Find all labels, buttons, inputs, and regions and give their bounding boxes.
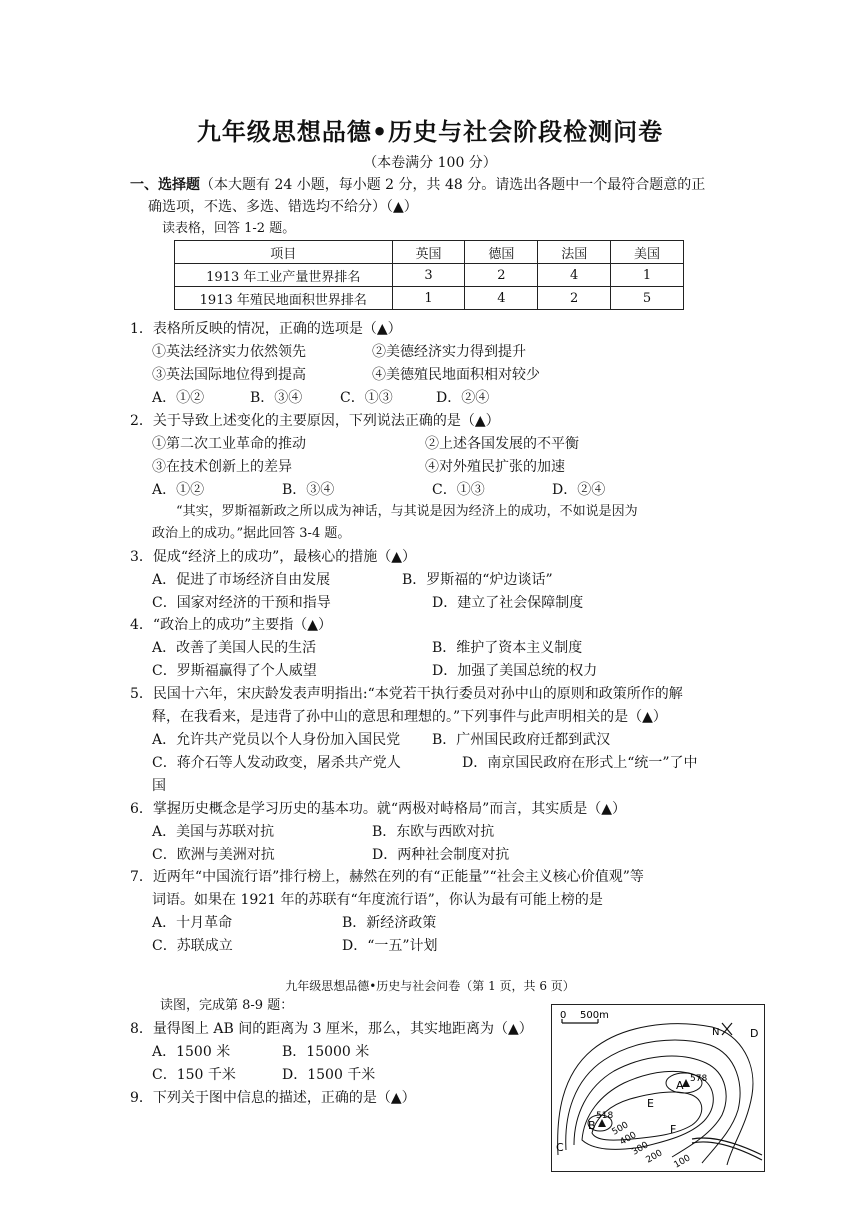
point-label-a: A <box>676 1079 684 1092</box>
q8-option-a: A．1500 米 <box>152 1044 231 1060</box>
ranking-table <box>174 240 684 310</box>
q5-option-c: C．蒋介石等人发动政变，屠杀共产党人 <box>152 755 401 771</box>
q4-option-b: B．维护了资本主义制度 <box>432 640 583 656</box>
q8-option-b: B．15000 米 <box>282 1044 370 1060</box>
table-cell: 4 <box>538 264 611 287</box>
q7-option-c: C．苏联成立 <box>152 938 233 954</box>
section-desc: （本大题有 24 小题，每小题 2 分，共 48 分。请选出各题中一个最符合题意的正 <box>200 177 706 193</box>
q3-stem: 3．促成“经济上的成功”，最核心的措施（▲） <box>130 549 416 565</box>
q6-stem: 6．掌握历史概念是学习历史的基本功。就“两极对峙格局”而言，其实质是（▲） <box>130 801 626 817</box>
q1-option-a: A．①② <box>152 390 205 406</box>
table-header-cell: 项目 <box>175 241 393 264</box>
q1-item-4: ④美德殖民地面积相对较少 <box>372 367 540 383</box>
q2-item-3: ③在技术创新上的差异 <box>152 459 292 475</box>
q7-stem-line-2: 词语。如果在 1921 年的苏联有“年度流行语”，你认为最有可能上榜的是 <box>152 892 603 908</box>
q4-option-c: C．罗斯福赢得了个人威望 <box>152 663 317 679</box>
q1-item-2: ②美德经济实力得到提升 <box>372 344 526 360</box>
q3-option-d: D．建立了社会保障制度 <box>432 595 584 611</box>
point-label-e: E <box>647 1097 654 1110</box>
q2-item-4: ④对外殖民扩张的加速 <box>425 459 565 475</box>
point-label-b: B <box>588 1119 596 1132</box>
q1-stem: 1．表格所反映的情况，正确的选项是（▲） <box>130 321 402 337</box>
q1-option-b: B．③④ <box>250 390 303 406</box>
map-intro: 读图，完成第 8-9 题： <box>160 998 294 1013</box>
q8-option-d: D．1500 千米 <box>282 1067 376 1083</box>
contour-label-200: 200 <box>644 1148 665 1166</box>
q2-option-d: D．②④ <box>552 482 606 498</box>
q4-option-a: A．改善了美国人民的生活 <box>152 640 317 656</box>
contour-label-400: 400 <box>618 1130 639 1148</box>
quote-line-2: 政治上的成功。”据此回答 3-4 题。 <box>152 526 351 541</box>
page-subtitle: （本卷满分 100 分） <box>363 155 497 171</box>
q4-stem: 4．“政治上的成功”主要指（▲） <box>130 617 332 633</box>
q2-option-b: B．③④ <box>282 482 335 498</box>
table-row <box>175 287 684 310</box>
q8-option-c: C．150 千米 <box>152 1067 236 1083</box>
q6-option-d: D．两种社会制度对抗 <box>372 847 510 863</box>
q7-option-b: B．新经济政策 <box>342 915 437 931</box>
q5-stem-line-2: 释，在我看来，是违背了孙中山的意思和理想的。”下列事件与此声明相关的是（▲） <box>152 709 667 725</box>
point-label-f: F <box>670 1123 677 1136</box>
scale-label: 500m <box>580 1010 609 1021</box>
table-header-cell: 法国 <box>538 241 611 264</box>
section-heading: 一、选择题 <box>130 177 200 193</box>
contour-map <box>551 1004 765 1172</box>
q2-stem: 2．关于导致上述变化的主要原因，下列说法正确的是（▲） <box>130 413 500 429</box>
q9-stem: 9．下列关于图中信息的描述，正确的是（▲） <box>130 1090 416 1106</box>
q6-option-a: A．美国与苏联对抗 <box>152 824 275 840</box>
q5-option-d-cont: 国 <box>152 778 166 794</box>
q5-option-d: D．南京国民政府在形式上“统一”了中 <box>462 755 698 771</box>
table-cell: 1 <box>611 264 684 287</box>
contour-label-500: 500 <box>610 1120 631 1138</box>
q2-item-2: ②上述各国发展的不平衡 <box>425 436 579 452</box>
point-label-d: D <box>750 1027 759 1040</box>
q4-option-d: D．加强了美国总统的权力 <box>432 663 598 679</box>
table-cell: 4 <box>465 287 538 310</box>
table-cell: 5 <box>611 287 684 310</box>
scale-zero: 0 <box>560 1010 567 1021</box>
q1-item-1: ①英法经济实力依然领先 <box>152 344 306 360</box>
q5-stem-line-1: 5．民国十六年，宋庆龄发表声明指出:“本党若干执行委员对孙中山的原则和政策所作的解 <box>130 686 683 702</box>
table-header-cell: 美国 <box>611 241 684 264</box>
table-cell: 2 <box>538 287 611 310</box>
page-footer: 九年级思想品德•历史与社会问卷（第 1 页，共 6 页） <box>285 979 575 993</box>
contour-label-300: 300 <box>630 1140 651 1158</box>
table-intro: 读表格，回答 1-2 题。 <box>162 221 296 236</box>
q7-option-d: D．“一五”计划 <box>342 938 438 954</box>
q5-option-b: B．广州国民政府迁都到武汉 <box>432 732 611 748</box>
section-desc-cont: 确选项，不选、多选、错选均不给分）（▲） <box>148 199 418 215</box>
q3-option-c: C．国家对经济的干预和指导 <box>152 595 331 611</box>
q6-option-c: C．欧洲与美洲对抗 <box>152 847 275 863</box>
q7-option-a: A．十月革命 <box>152 915 233 931</box>
q8-stem: 8．量得图上 AB 间的距离为 3 厘米，那么，其实地距离为（▲） <box>130 1021 533 1037</box>
section-heading-line <box>130 176 705 194</box>
q1-option-c: C．①③ <box>340 390 393 406</box>
q1-option-d: D．②④ <box>436 390 490 406</box>
q2-option-c: C．①③ <box>432 482 485 498</box>
q2-option-a: A．①② <box>152 482 205 498</box>
table-cell: 2 <box>465 264 538 287</box>
q5-option-a: A．允许共产党员以个人身份加入国民党 <box>152 732 401 748</box>
q2-item-1: ①第二次工业革命的推动 <box>152 436 306 452</box>
elevation-b: 518 <box>596 1111 614 1121</box>
table-header-row <box>175 241 684 264</box>
q7-stem-line-1: 7．近两年“中国流行语”排行榜上，赫然在列的有“正能量”“社会主义核心价值观”等 <box>130 869 644 885</box>
page-title: 九年级思想品德•历史与社会阶段检测问卷 <box>196 118 664 146</box>
table-cell: 1913 年殖民地面积世界排名 <box>175 287 393 310</box>
quote-line-1: “其实，罗斯福新政之所以成为神话，与其说是因为经济上的成功，不如说是因为 <box>176 504 638 519</box>
contour-map-svg <box>552 1005 764 1171</box>
table-header-cell: 英国 <box>392 241 465 264</box>
river-line <box>692 1142 762 1160</box>
q3-option-b: B．罗斯福的“炉边谈话” <box>402 572 553 588</box>
table-header-cell: 德国 <box>465 241 538 264</box>
table-cell: 3 <box>392 264 465 287</box>
table-cell: 1913 年工业产量世界排名 <box>175 264 393 287</box>
table-row <box>175 264 684 287</box>
q6-option-b: B．东欧与西欧对抗 <box>372 824 495 840</box>
q3-option-a: A．促进了市场经济自由发展 <box>152 572 331 588</box>
point-label-c: C <box>556 1141 564 1154</box>
river-line <box>692 1138 762 1155</box>
q1-item-3: ③英法国际地位得到提高 <box>152 367 306 383</box>
contour-label-100: 100 <box>672 1153 693 1171</box>
north-label: N <box>712 1027 720 1038</box>
elevation-a: 578 <box>690 1074 708 1084</box>
table-cell: 1 <box>392 287 465 310</box>
